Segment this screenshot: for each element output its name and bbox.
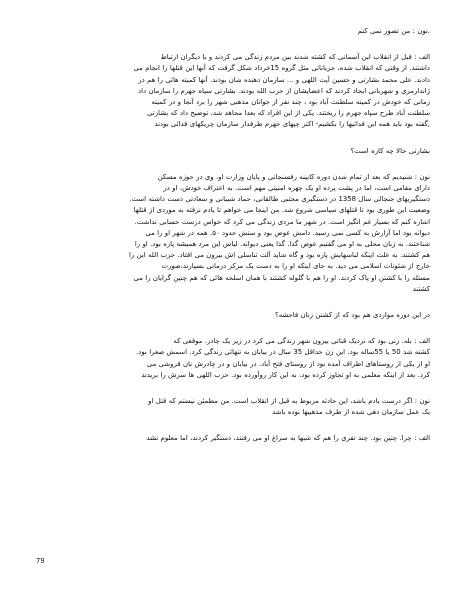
text-line: الف : قبل از انقلاب این آسمانی که کشته شدند بین مردم زندگی می کردند و با دیگران ارتباط (160, 53, 430, 62)
text-line: نون : شنیدیم که بعد از تمام شدن دوره کابینه رفسنجانی و پایان وزارت او، وی در حوزه مسکن (157, 172, 430, 181)
text-line: کشتند (412, 284, 430, 293)
text-line: دیوانه بود اما آزارش به کسی نمی رسید. دامش عوض بود و سنش حدود ۵۰. همه در شهر او را می (145, 228, 430, 237)
text-line: دادند. علی محمد بشارتی و حسین آیت اللهی و ... سازمان دهنده شان بودند. آنها کمیته هائی را هم در (138, 75, 430, 84)
text-line: اشاره کنم که بسیار غم انگیز است. در شهر ما مردی زندگی می کرد که حواس درست حسابی نداشت. (134, 217, 430, 226)
text-line: در این دوره مواردی هم بود که از کشتن زنان فاحشه؟ (275, 311, 430, 320)
text-line: الف : چرا. چنین بود. چند نفری را هم که شبها به سراغ او می رفتند، دستگیر کردند، اما معلوم نشد (146, 434, 430, 443)
text-line: یک عمل سازمان دهی شده از طرف مذهبیها بوده باشد (271, 408, 430, 417)
text-line: کرد. بعد از اینکه معلمی به او تجاوز کرده بود، به این کار روآورده بود. حزب اللهی ها سرش را بریدند (141, 370, 430, 379)
text-line: خارج از شئونات اسلامی می دید. به جای اینکه او را به دست یک مرکز درمانی بسپارند،صورت (161, 262, 430, 271)
text-line: الف : بله. زنی بود که نزدیک قناتی بیرون شهر زندگی می کرد در زیر یک چادر. موقعی که (173, 337, 430, 346)
text-line: زمانی که خودش در کمیته سلطنت آباد بود ، چند نفر از جوانان مذهبی شهر را برد آنجا و در کمیته (151, 98, 430, 107)
paragraph-4 (36, 172, 430, 295)
text-line: نون : اگر درست یادم باشد، این حادثه مربوط به قبل از انقلاب است. من مطمئن نیستم که قتل او (148, 397, 430, 406)
paragraph-2 (36, 52, 430, 130)
paragraph-7 (36, 396, 430, 418)
paragraph-5 (36, 310, 430, 321)
text-line: ژاندارمری و شهربانی ایجاد کردند که اعضایشان از حزب الله بودند. بشارتی سپاه جهرم را سازمان داد (138, 86, 430, 95)
paragraph-1 (36, 26, 430, 37)
text-line: شناختند. به زبان محلی به او می گفتیم عوض گذا. گذا یعنی دیوانه. لباس این مرد همیشه پاره بود. او را (134, 240, 430, 249)
text-line: سلطنت آباد طرح سپاه جهرم را ریختند. یکی از این افراد که بعدا مجاهد شد، توضیح داد که بشارتی (147, 109, 430, 118)
page-number: 79 (36, 557, 45, 565)
text-line: او از یکی از روستاهای اطراف آمده بود از روستای فتح آباد. در بیابان و در چادرش نان فروشی می (146, 359, 430, 368)
text-line: .نون : من تصور نمی کنم (357, 27, 430, 35)
text-line: کشته شد 50 یا 55ساله بود. این زن حداقل 35 سال در بیابان به تنهائی زندگی کرد. اسمش صغرا بود. (136, 348, 430, 357)
paragraph-8 (36, 433, 430, 444)
paragraph-3 (36, 146, 430, 157)
text-line: دستگیریهای جنجالی سال 1358 در دستگیری مجتبی طالقانی، حماد شیبانی و سعادتی دست داشته است. (129, 195, 430, 204)
text-line: بشارتی حالا چه کاره است؟ (350, 146, 430, 155)
text-line: وضعیت این طوری بود تا قتلهای سیاسی شروع شد. من اینجا می خواهم تا یادم نرفته به موردی از قتلها (133, 206, 430, 215)
text-line: مسئله را با کشتن او پاک کردند. او را هم با گلوله کشتند با همان اسلحه هائی که هم چنین گرایان را می (133, 273, 430, 282)
text-line: ,گفته بود باید همه این فدائیها را بکشیم- اکثر چپهای جهرم طرفدار سازمان چریکهای فدائی بودند (154, 120, 430, 129)
text-line: داشتند. از وقتی که انقلاب شده، جریاناتی مثل گروه 15خرداد شکل گرفت که آنها این قتلها را انجام می (133, 64, 430, 73)
paragraph-6 (36, 336, 430, 381)
text-line: هم کشتند. به علت اینکه لباسهایش پاره بود و گاه شاید آلت تناسلی اش بیرون می افتاد. حزب الله این را (129, 251, 430, 260)
text-line: دارای مقامی است، اما در پشت پرده او یک چهره امنیتی مهم است. به اعتراف خودش، او در (163, 184, 430, 193)
